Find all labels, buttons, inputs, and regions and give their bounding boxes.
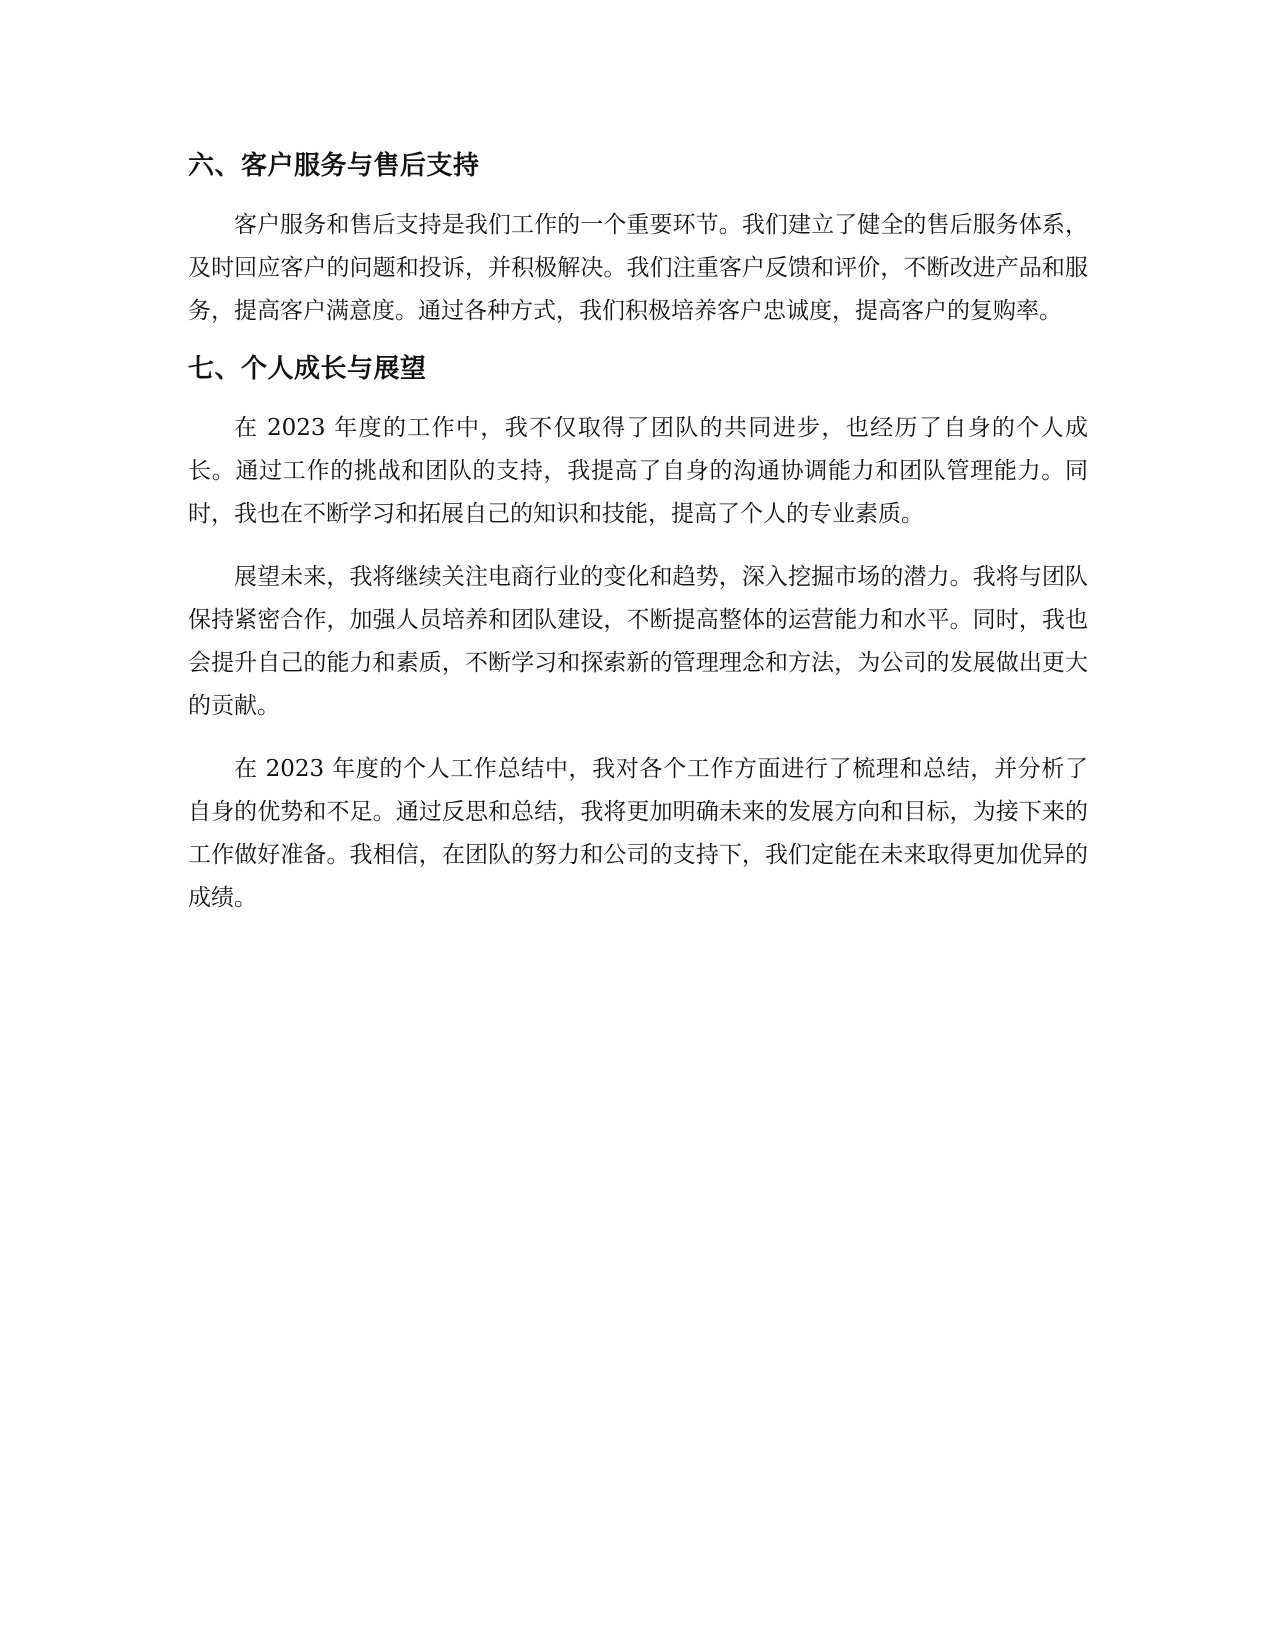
paragraph: 客户服务和售后支持是我们工作的一个重要环节。我们建立了健全的售后服务体系，及时回应客户的问题和投诉，并积极解决。我们注重客户反馈和评价，不断改进产品和服务，提高客户满意度。通过各种方式，我们积极培养客户忠诚度，提高客户的复购率。	[188, 212, 1088, 324]
paragraph: 在 2023 年度的个人工作总结中，我对各个工作方面进行了梳理和总结，并分析了自身的优势和不足。通过反思和总结，我将更加明确未来的发展方向和目标，为接下来的工作做好准备。我相信，在团队的努力和公司的支持下，我们定能在未来取得更加优异的成绩。	[188, 756, 1088, 911]
section-heading: 七、个人成长与展望	[188, 354, 427, 384]
section-customer-service	[188, 148, 1088, 333]
paragraph: 在 2023 年度的工作中，我不仅取得了团队的共同进步，也经历了自身的个人成长。通过工作的挑战和团队的支持，我提高了自身的沟通协调能力和团队管理能力。同时，我也在不断学习和拓展自己的知识和技能，提高了个人的专业素质。	[188, 415, 1088, 527]
section-personal-growth	[188, 351, 1088, 920]
section-heading: 六、客户服务与售后支持	[188, 151, 480, 181]
document-body	[188, 148, 1088, 940]
paragraph: 展望未来，我将继续关注电商行业的变化和趋势，深入挖掘市场的潜力。我将与团队保持紧密合作，加强人员培养和团队建设，不断提高整体的运营能力和水平。同时，我也会提升自己的能力和素质，不断学习和探索新的管理理念和方法，为公司的发展做出更大的贡献。	[188, 564, 1088, 719]
